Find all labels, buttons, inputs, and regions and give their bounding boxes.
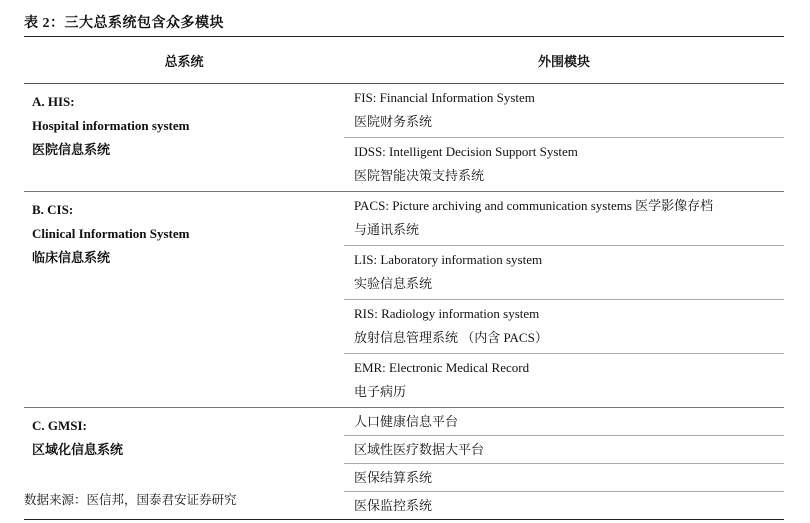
group-label — [24, 84, 344, 191]
module-list — [344, 84, 784, 191]
group-name-en: Clinical Information System — [32, 226, 190, 241]
module-name-en: FIS: Financial Information System — [354, 90, 535, 105]
group-name-cn: 医院信息系统 — [32, 142, 111, 157]
table-header — [24, 37, 784, 84]
systems-table — [24, 36, 784, 520]
group-code: B. CIS: — [32, 202, 74, 217]
module-name-cn: 放射信息管理系统 （内含 PACS） — [354, 330, 548, 345]
group-cis — [24, 192, 784, 408]
module-cell — [344, 192, 784, 246]
module-list — [344, 408, 784, 519]
group-code: C. GMSI: — [32, 418, 87, 433]
module-list — [344, 192, 784, 407]
module-cell — [344, 84, 784, 138]
module-cell — [344, 300, 784, 354]
module-cell — [344, 408, 784, 436]
data-source-note: 数据来源：医信邦，国泰君安证券研究 — [24, 493, 237, 507]
group-label — [24, 192, 344, 407]
header-peripheral-modules: 外围模块 — [537, 53, 590, 69]
module-name-en: PACS: Picture archiving and communication systems 医学影像存档 — [354, 198, 714, 213]
module-name-cn: 实验信息系统 — [354, 276, 433, 291]
module-name-cn: 医院财务系统 — [354, 114, 433, 129]
group-name-cn: 临床信息系统 — [32, 250, 111, 265]
module-name-en: EMR: Electronic Medical Record — [354, 360, 530, 375]
group-name-en: Hospital information system — [32, 118, 190, 133]
module-cell — [344, 246, 784, 300]
module-name-en: LIS: Laboratory information system — [354, 252, 543, 267]
module-name-cn: 医院智能决策支持系统 — [354, 168, 485, 183]
module-cell — [344, 138, 784, 191]
group-his — [24, 84, 784, 192]
module-name-cn: 人口健康信息平台 — [354, 414, 459, 429]
group-name-cn: 区域化信息系统 — [32, 442, 124, 457]
module-name-en: RIS: Radiology information system — [354, 306, 540, 321]
module-name-en: IDSS: Intelligent Decision Support System — [354, 144, 578, 159]
module-name-cn: 医保监控系统 — [354, 498, 433, 513]
module-cell — [344, 464, 784, 492]
module-name-cn: 与通讯系统 — [354, 222, 420, 237]
header-total-system: 总系统 — [164, 53, 204, 69]
table-title: 表 2：三大总系统包含众多模块 — [24, 16, 224, 31]
module-cell — [344, 354, 784, 407]
module-name-cn: 医保结算系统 — [354, 470, 433, 485]
module-cell — [344, 436, 784, 464]
module-name-cn: 区域性医疗数据大平台 — [354, 442, 485, 457]
module-name-cn: 电子病历 — [354, 384, 407, 399]
group-code: A. HIS: — [32, 94, 75, 109]
module-cell — [344, 492, 784, 519]
